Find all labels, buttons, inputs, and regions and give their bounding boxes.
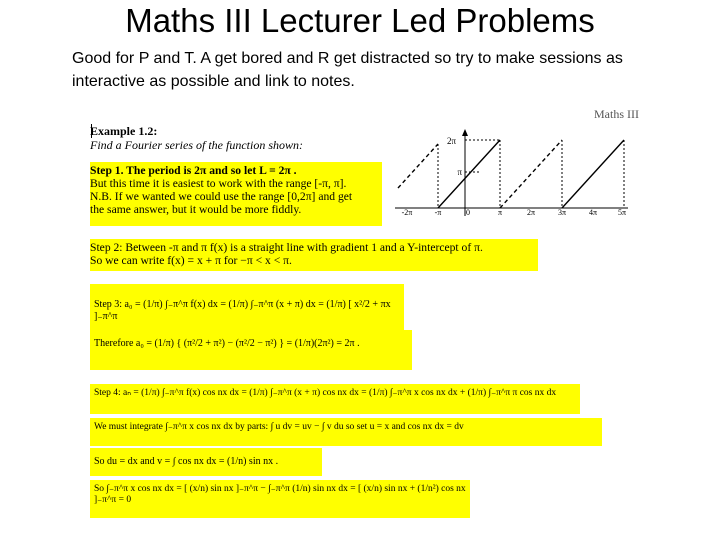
- step1-line: But this time it is easiest to work with the range [-π, π].: [90, 177, 347, 190]
- step1-line: N.B. If we wanted we could use the range [0,2π] and get: [90, 190, 353, 203]
- step3-line: Therefore a₀ = (1/π) { (π²/2 + π²) − (π²/2 − π²) } = (1/π)(2π²) = 2π .: [94, 338, 360, 349]
- step4-line: So du = dx and v = ∫ cos nx dx = (1/n) sin nx .: [94, 456, 279, 467]
- example-header: [90, 124, 303, 152]
- step4-line: Step 4: aₙ = (1/π) ∫₋π^π f(x) cos nx dx = (1/π) ∫₋π^π (x + π) cos nx dx = (1/π) ∫₋π^π x cos nx dx + (1/π) ∫₋π^π π cos nx dx: [94, 388, 557, 398]
- x-label: -π: [434, 208, 442, 217]
- saw-segment-dashed: [398, 144, 438, 188]
- saw-segment: [438, 140, 500, 208]
- sawtooth-graph: [390, 128, 630, 218]
- x-label: 0: [466, 208, 470, 217]
- saw-segment-dashed: [500, 140, 562, 208]
- step1-line: Step 1. The period is 2π and so let L = 2π .: [90, 164, 297, 177]
- step2-line: So we can write f(x) = x + π for −π < x < π.: [90, 254, 292, 267]
- saw-segment: [562, 140, 624, 208]
- x-label: 3π: [557, 208, 567, 217]
- x-label: 2π: [526, 208, 536, 217]
- step3-therefore-block: [90, 330, 412, 370]
- slide-title: Maths III Lecturer Led Problems: [125, 2, 595, 39]
- example-prompt: Find a Fourier series of the function shown:: [90, 138, 303, 152]
- example-heading: Example 1.2:: [90, 124, 158, 138]
- y-label-pi: π: [457, 167, 462, 177]
- step2-line: Step 2: Between -π and π f(x) is a straight line with gradient 1 and a Y-intercept of π.: [90, 241, 483, 254]
- x-label: π: [497, 208, 503, 217]
- step4-line: We must integrate ∫₋π^π x cos nx dx by parts: ∫ u dv = uv − ∫ v du so set u = x and cos nx dx = dv: [94, 422, 464, 432]
- step1-block: [90, 162, 382, 226]
- step2-block: [90, 239, 538, 271]
- slide-note: Good for P and T. A get bored and R get distracted so try to make sessions as interactive as possible and link to notes.: [72, 50, 623, 90]
- step3-line: Step 3: a₀ = (1/π) ∫₋π^π f(x) dx = (1/π) ∫₋π^π (x + π) dx = (1/π) [ x²/2 + πx ]₋π^π: [94, 299, 391, 322]
- x-label: 5π: [617, 208, 627, 217]
- x-label: -2π: [401, 208, 413, 217]
- corner-label: Maths III: [594, 107, 639, 121]
- step4-line: So ∫₋π^π x cos nx dx = [ (x/n) sin nx ]₋π^π − ∫₋π^π (1/n) sin nx dx = [ (x/n) sin nx + (1/n²) cos nx ]₋π^π = 0: [94, 484, 466, 505]
- y-label-2pi: 2π: [446, 136, 456, 146]
- x-label: 4π: [588, 208, 598, 217]
- y-axis-arrow: [462, 129, 468, 136]
- step1-line: the same answer, but it would be more fiddly.: [90, 203, 302, 216]
